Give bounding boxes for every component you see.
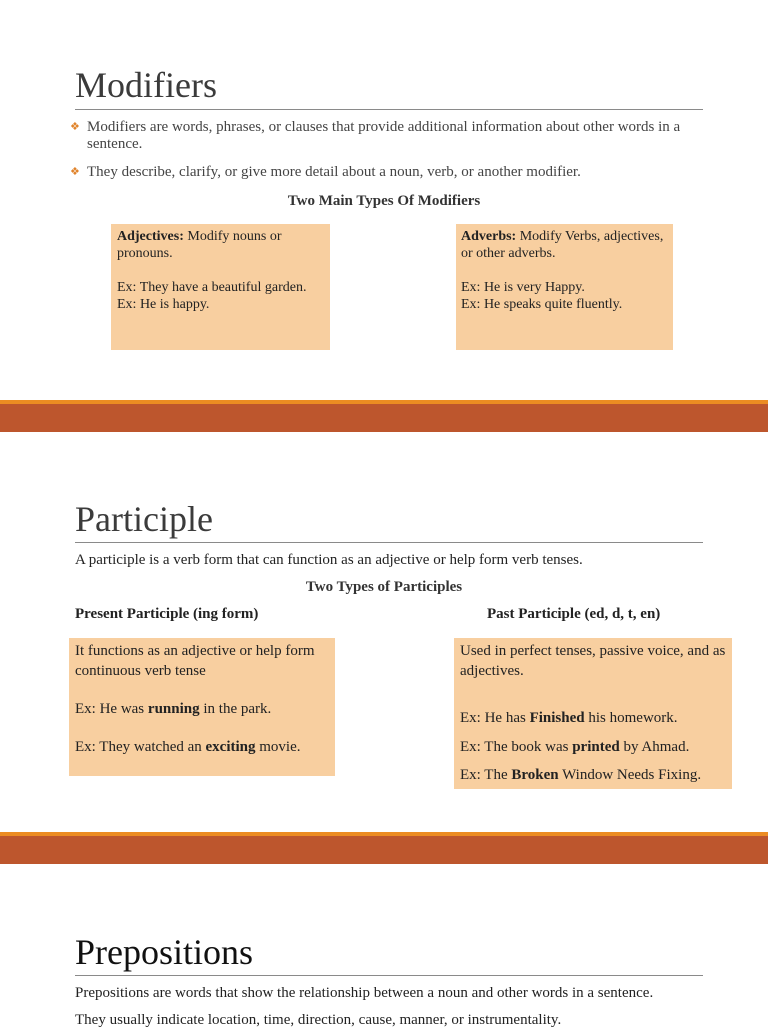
bullet-text: They describe, clarify, or give more detail about a noun, verb, or another modifier.: [87, 164, 581, 180]
participle-intro: A participle is a verb form that can function as an adjective or help form verb tenses.: [75, 552, 583, 568]
example-text: movie.: [255, 739, 301, 755]
slide-separator-band: [0, 400, 768, 432]
example-text: Ex: The book was: [460, 739, 573, 755]
prepositions-slide: [0, 864, 768, 1028]
prepositions-definition: Prepositions are words that show the relationship between a noun and other words in a sentence.: [75, 985, 654, 1001]
present-participle-example: [75, 738, 331, 758]
example-highlight: running: [147, 701, 200, 717]
adverbs-definition: [461, 228, 668, 262]
participle-title: Participle: [75, 499, 213, 539]
bullet-item: [70, 164, 700, 181]
bullet-text: Modifiers are words, phrases, or clauses that provide additional information about other words in a sentence.: [87, 119, 681, 152]
slide-separator-band: [0, 832, 768, 864]
adjectives-box: [111, 224, 330, 350]
prepositions-title: Prepositions: [75, 932, 254, 972]
past-participle-box: [454, 638, 732, 789]
example-text: his homework.: [584, 710, 678, 726]
modifiers-subheading: Two Main Types Of Modifiers: [287, 193, 481, 209]
adjectives-example: Ex: He is happy.: [117, 297, 210, 312]
past-participle-description: Used in perfect tenses, passive voice, and as adjectives.: [460, 643, 726, 679]
title-divider: [75, 109, 703, 110]
adverbs-def-text: Modify Verbs, adjectives, or other adverbs.: [461, 229, 664, 261]
present-participle-box: [69, 638, 335, 776]
adverbs-example: Ex: He is very Happy.: [461, 280, 585, 295]
present-participle-heading: Present Participle (ing form): [75, 606, 259, 622]
diamond-bullet-icon: ❖: [70, 121, 80, 133]
example-highlight: Finished: [529, 710, 585, 726]
past-participle-example: [460, 766, 728, 786]
present-participle-example: [75, 700, 331, 720]
example-text: in the park.: [199, 701, 272, 717]
past-participle-heading: Past Participle (ed, d, t, en): [487, 606, 661, 622]
adjectives-def-text: Modify nouns or pronouns.: [117, 229, 282, 261]
adjectives-example: Ex: They have a beautiful garden.: [117, 280, 307, 295]
example-highlight: Broken: [511, 767, 559, 783]
example-text: by Ahmad.: [619, 739, 690, 755]
title-divider: [75, 542, 703, 543]
example-text: Ex: He was: [75, 701, 148, 717]
diamond-bullet-icon: ❖: [70, 166, 80, 178]
adjectives-definition: [117, 228, 324, 262]
adverbs-example: Ex: He speaks quite fluently.: [461, 297, 623, 312]
example-highlight: printed: [572, 739, 620, 755]
modifiers-slide: [0, 0, 768, 400]
past-participle-example: [460, 738, 728, 758]
participle-subheading: Two Types of Participles: [305, 579, 463, 595]
example-text: Ex: The: [460, 767, 512, 783]
example-highlight: exciting: [205, 739, 256, 755]
participle-slide: [0, 432, 768, 832]
adverbs-box: [456, 224, 673, 350]
example-text: Ex: He has: [460, 710, 530, 726]
past-participle-example: [460, 709, 728, 729]
adverbs-label: Adverbs:: [461, 229, 517, 244]
modifiers-title: Modifiers: [75, 65, 217, 105]
adjectives-label: Adjectives:: [117, 229, 184, 244]
example-text: Window Needs Fixing.: [558, 767, 702, 783]
prepositions-usage: They usually indicate location, time, direction, cause, manner, or instrumentality.: [75, 1012, 562, 1028]
present-participle-description: It functions as an adjective or help form continuous verb tense: [75, 643, 315, 679]
example-text: Ex: They watched an: [75, 739, 206, 755]
bullet-item: [70, 119, 700, 153]
title-divider: [75, 975, 703, 976]
